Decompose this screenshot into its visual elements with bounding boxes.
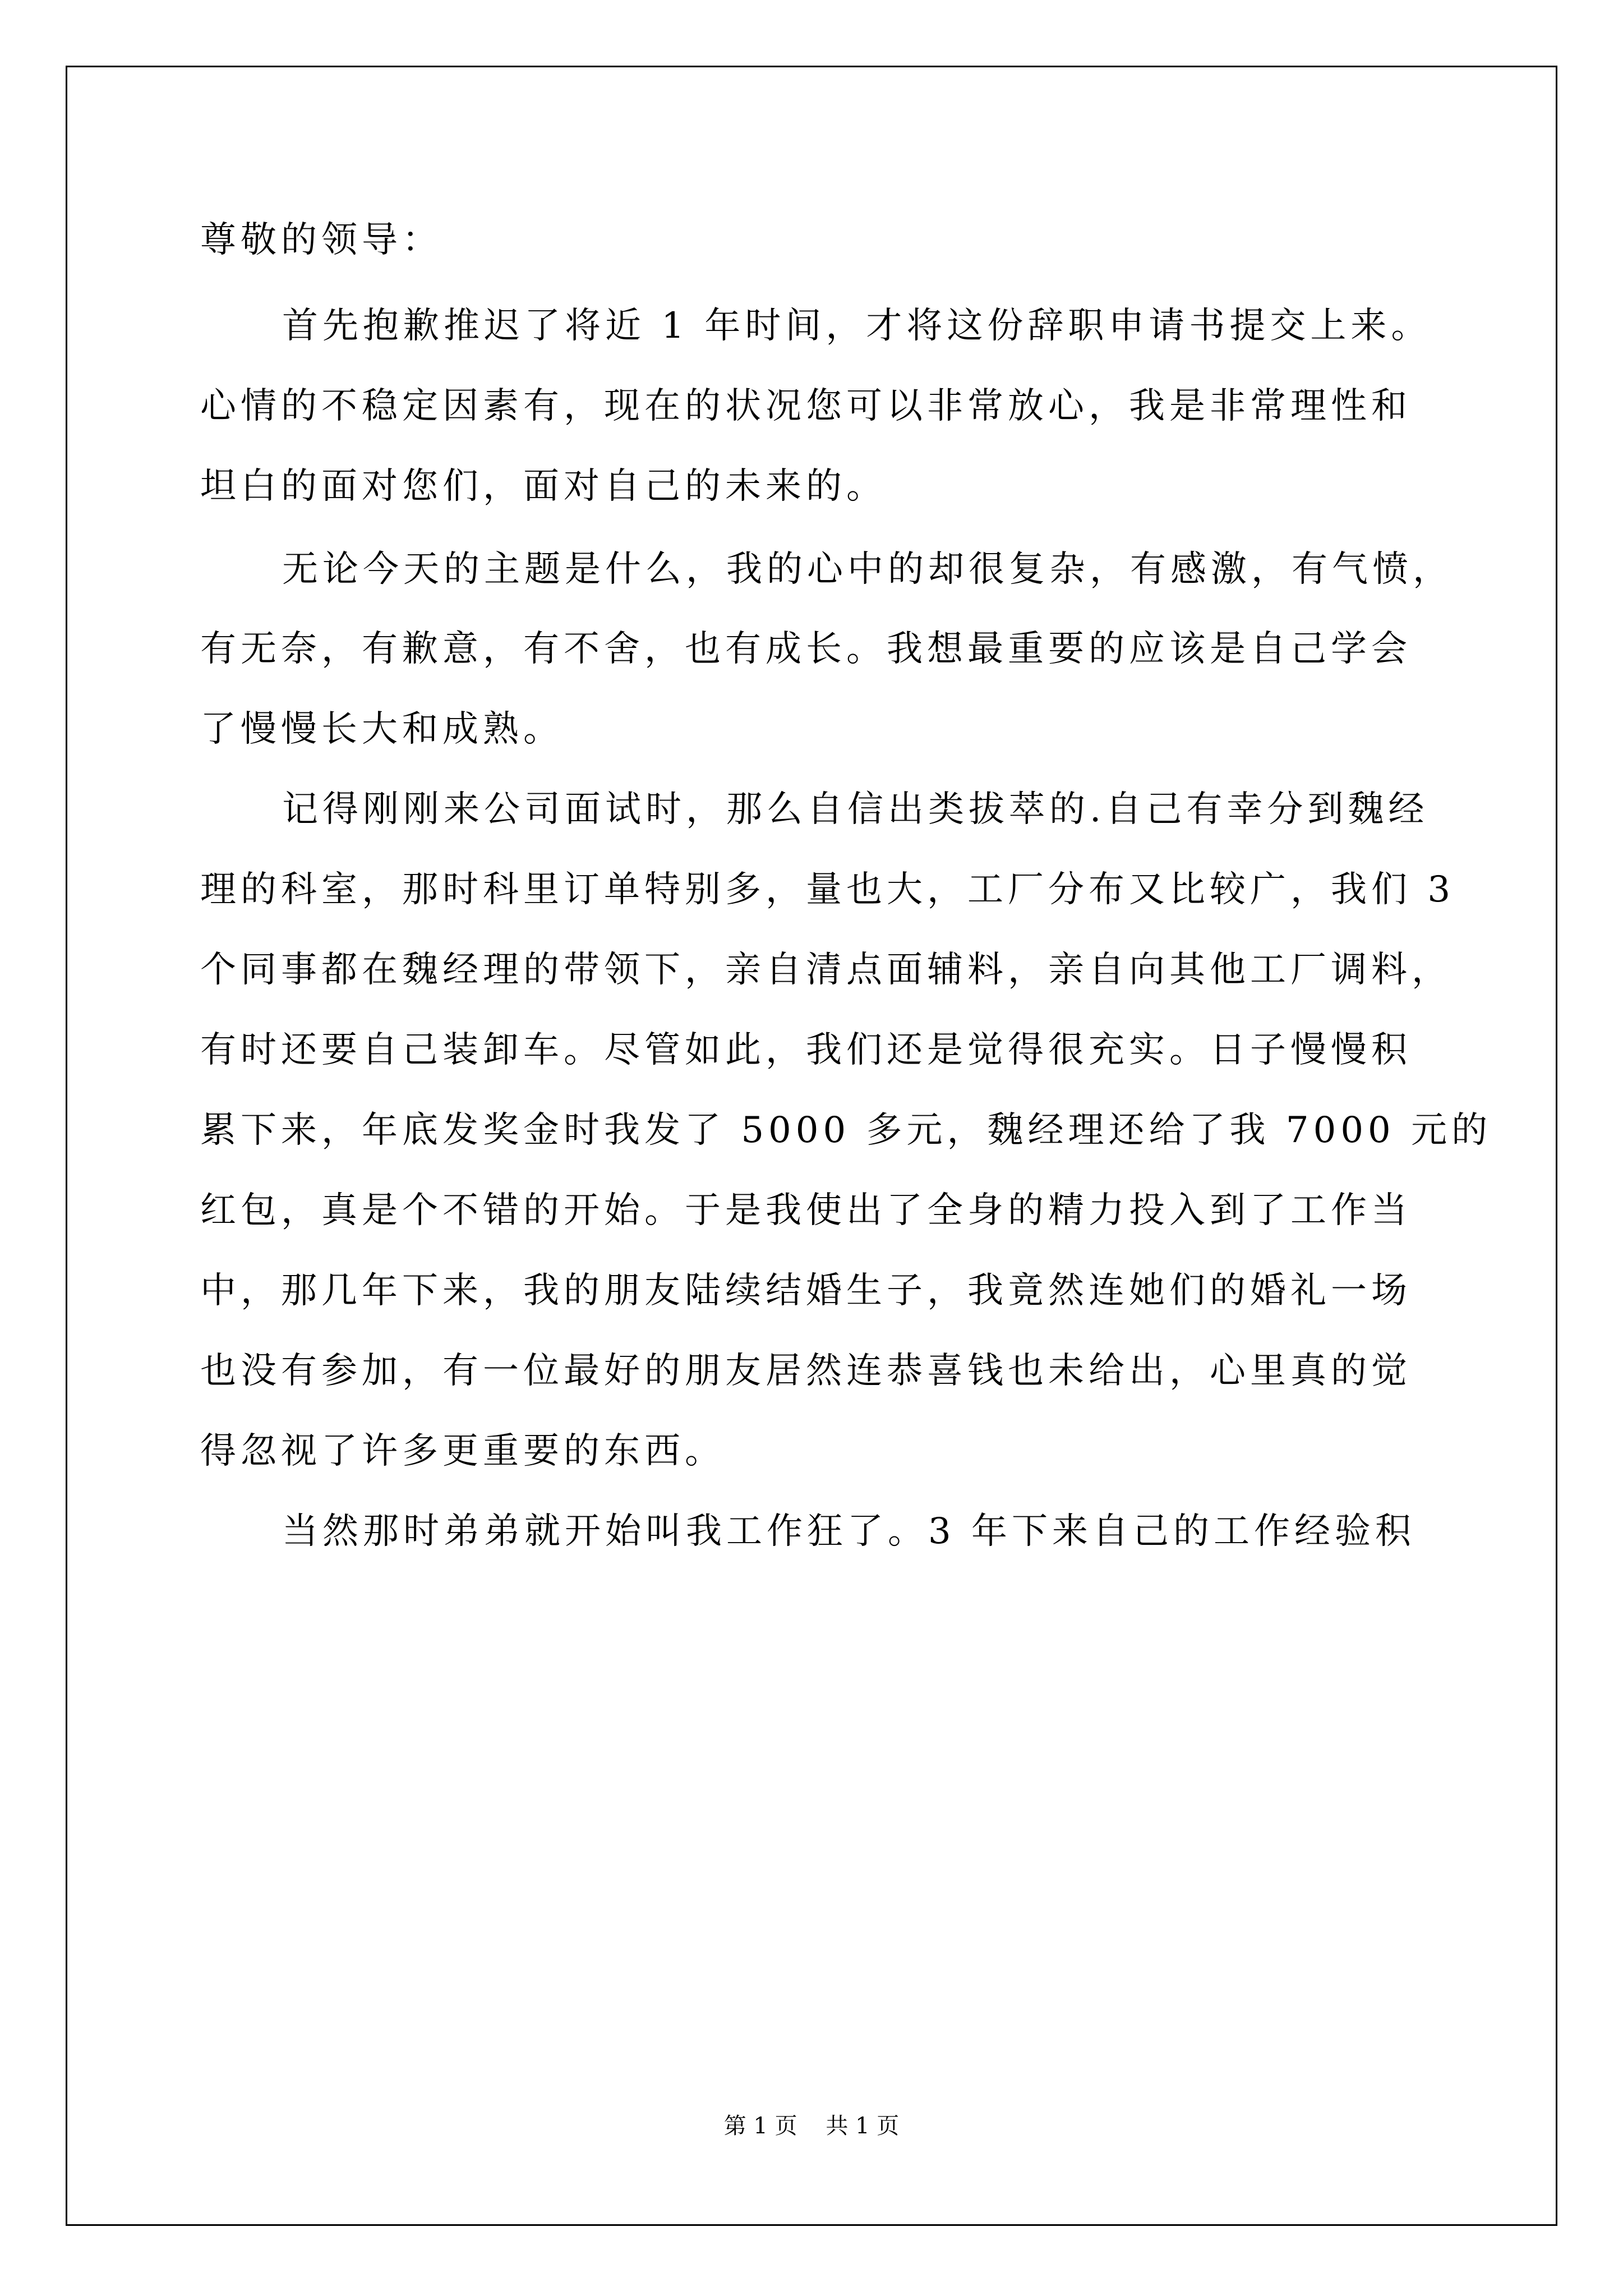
body-text-line: 也没有参加，有一位最好的朋友居然连恭喜钱也未给出，心里真的觉 <box>200 1350 1412 1392</box>
body-text-line: 心情的不稳定因素有，现在的状况您可以非常放心，我是非常理性和 <box>200 385 1412 427</box>
body-text-line: 坦白的面对您们，面对自己的未来的。 <box>200 466 887 507</box>
body-text-line: 记得刚刚来公司面试时，那么自信出类拔萃的.自己有幸分到魏经 <box>282 789 1429 830</box>
body-text-line: 无论今天的主题是什么，我的心中的却很复杂，有感激，有气愤， <box>282 549 1453 590</box>
body-text-line: 当然那时弟弟就开始叫我工作狂了。3 年下来自己的工作经验积 <box>282 1511 1416 1552</box>
body-text-line: 了慢慢长大和成熟。 <box>200 708 564 750</box>
body-text-line: 红包，真是个不错的开始。于是我使出了全身的精力投入到了工作当 <box>200 1190 1412 1231</box>
page-footer: 第 1 页 共 1 页 <box>723 2113 900 2139</box>
body-text-line: 累下来，年底发奖金时我发了 5000 多元，魏经理还给了我 7000 元的 <box>200 1110 1492 1151</box>
body-text-line: 有无奈，有歉意，有不舍，也有成长。我想最重要的应该是自己学会 <box>200 628 1412 670</box>
body-text-line: 首先抱歉推迟了将近 1 年时间，才将这份辞职申请书提交上来。 <box>282 305 1432 347</box>
body-text-line: 理的科室，那时科里订单特别多，量也大，工厂分布又比较广，我们 3 <box>200 869 1455 910</box>
salutation-line: 尊敬的领导： <box>200 219 442 261</box>
body-text-line: 中，那几年下来，我的朋友陆续结婚生子，我竟然连她们的婚礼一场 <box>200 1270 1412 1312</box>
body-text-line: 有时还要自己装卸车。尽管如此，我们还是觉得很充实。日子慢慢积 <box>200 1029 1412 1071</box>
body-text-line: 个同事都在魏经理的带领下，亲自清点面辅料，亲自向其他工厂调料， <box>200 949 1452 991</box>
body-text-line: 得忽视了许多更重要的东西。 <box>200 1430 725 1472</box>
